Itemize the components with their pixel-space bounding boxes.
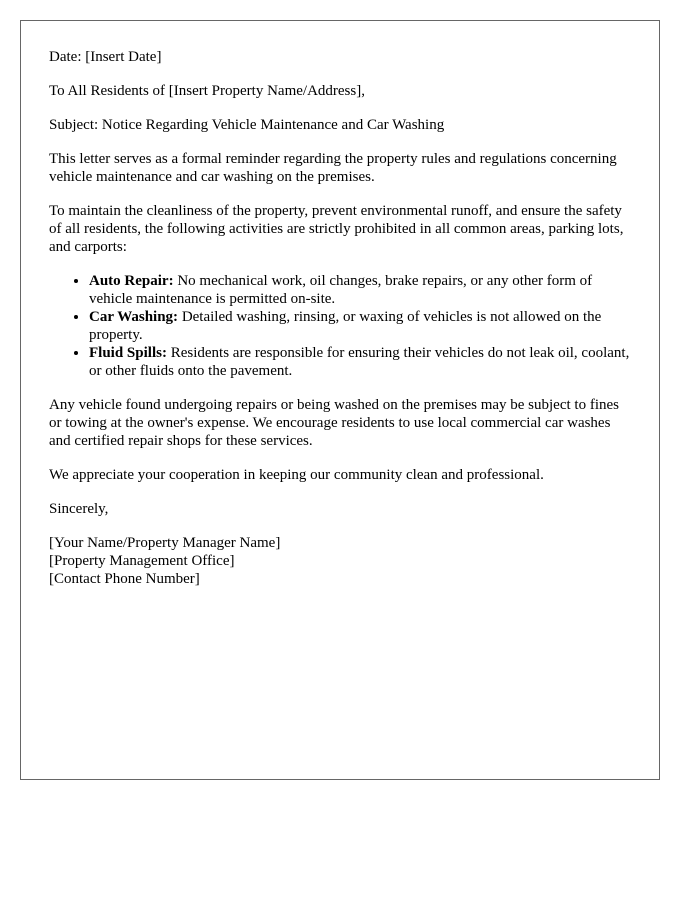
rule-car-washing (89, 308, 631, 344)
closing: Sincerely, (49, 501, 109, 517)
intro-paragraph: This letter serves as a formal reminder regarding the property rules and regulations concerning vehicle maintenance and car washing on the premises. (49, 151, 617, 185)
greeting: To All Residents of [Insert Property Name/Address], (49, 83, 365, 99)
rule-title: Car Washing: (89, 309, 179, 325)
rule-title: Fluid Spills: (89, 345, 167, 361)
appreciation-paragraph: We appreciate your cooperation in keeping our community clean and professional. (49, 467, 544, 483)
rules-list (49, 272, 631, 380)
signature-phone: [Contact Phone Number] (49, 571, 200, 587)
rule-text: Residents are responsible for ensuring their vehicles do not leak oil, coolant, or other fluids onto the pavement. (89, 345, 630, 379)
date-line: Date: [Insert Date] (49, 49, 162, 65)
rule-text: Detailed washing, rinsing, or waxing of vehicles is not allowed on the property. (89, 309, 602, 343)
rule-title: Auto Repair: (89, 273, 174, 289)
subject-line: Subject: Notice Regarding Vehicle Maintenance and Car Washing (49, 117, 445, 133)
rule-fluid-spills (89, 344, 631, 380)
rule-auto-repair (89, 272, 631, 308)
letter-page (20, 20, 660, 780)
signature-office: [Property Management Office] (49, 553, 235, 569)
signature-name: [Your Name/Property Manager Name] (49, 535, 281, 551)
consequence-paragraph: Any vehicle found undergoing repairs or being washed on the premises may be subject to fines or towing at the owner's expense. We encourage residents to use local commercial car washes and certified repair shops for these services. (49, 397, 619, 449)
signature-block (49, 534, 631, 588)
rule-text: No mechanical work, oil changes, brake repairs, or any other form of vehicle maintenance is permitted on-site. (89, 273, 593, 307)
purpose-paragraph: To maintain the cleanliness of the property, prevent environmental runoff, and ensure the safety of all residents, the following activities are strictly prohibited in all common areas, parking lots, and carports: (49, 203, 624, 255)
